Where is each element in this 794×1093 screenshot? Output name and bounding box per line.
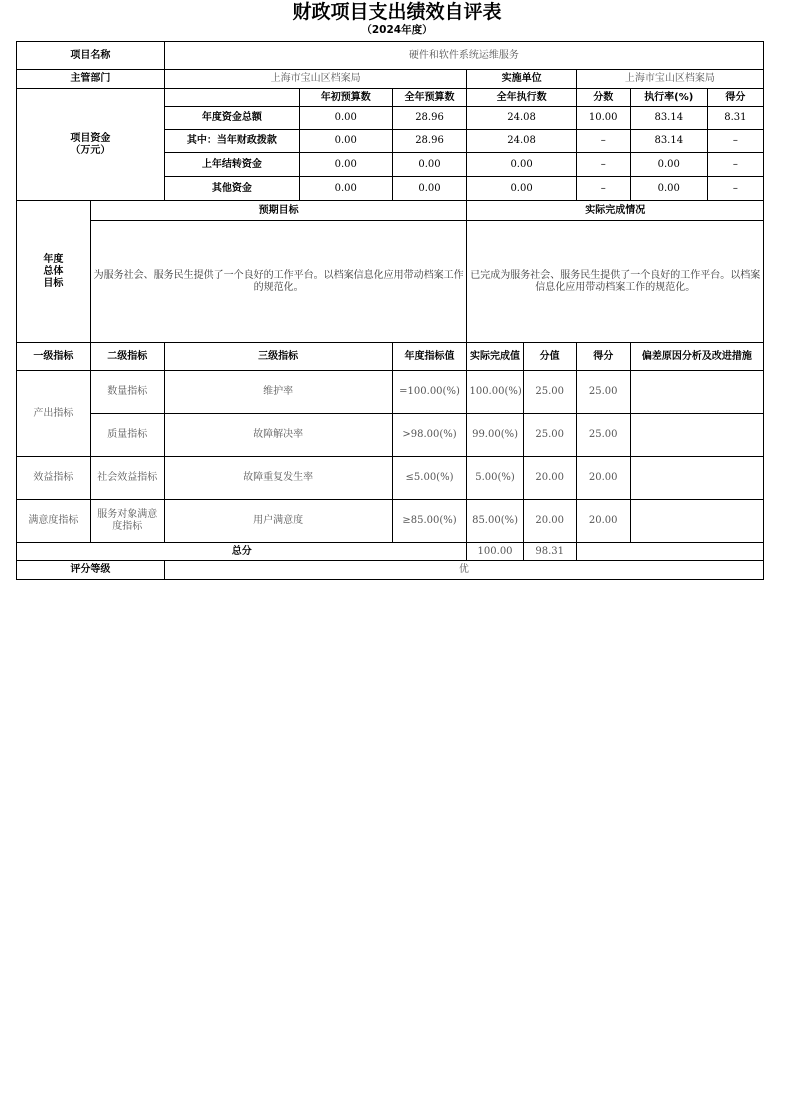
ind-note xyxy=(630,371,763,414)
funds-cell: – xyxy=(707,130,763,153)
funds-header-executed: 全年执行数 xyxy=(467,89,576,107)
funds-row-label: 其他资金 xyxy=(164,177,299,201)
ind-header-level3: 三级指标 xyxy=(164,343,392,371)
funds-cell: 0.00 xyxy=(299,107,392,130)
actual-result-header: 实际完成情况 xyxy=(467,201,764,221)
expected-goal-header: 预期目标 xyxy=(90,201,467,221)
impl-label: 实施单位 xyxy=(467,70,576,89)
ind-score: 25.00 xyxy=(576,414,630,457)
grade-value: 优 xyxy=(164,561,763,580)
ind-note xyxy=(630,414,763,457)
funds-cell: 8.31 xyxy=(707,107,763,130)
total-weight: 100.00 xyxy=(467,543,523,561)
ind-weight: 25.00 xyxy=(523,371,576,414)
funds-cell: 28.96 xyxy=(392,130,467,153)
funds-header-blank xyxy=(164,89,299,107)
project-name-row xyxy=(17,42,764,70)
funds-cell: – xyxy=(707,177,763,201)
indicator-row xyxy=(17,457,764,500)
indicator-row xyxy=(17,414,764,457)
indicator-header-row xyxy=(17,343,764,371)
ind-level3: 用户满意度 xyxy=(164,500,392,543)
ind-target: ≥85.00(%) xyxy=(392,500,467,543)
funds-cell: 83.14 xyxy=(630,107,707,130)
ind-header-note: 偏差原因分析及改进措施 xyxy=(630,343,763,371)
funds-cell: 24.08 xyxy=(467,130,576,153)
goals-header-row xyxy=(17,201,764,221)
funds-cell: 0.00 xyxy=(299,130,392,153)
indicator-row xyxy=(17,500,764,543)
ind-score: 20.00 xyxy=(576,500,630,543)
actual-result-text: 已完成为服务社会、服务民生提供了一个良好的工作平台。以档案信息化应用带动档案工作的规范化。 xyxy=(467,221,764,343)
ind-header-score: 得分 xyxy=(576,343,630,371)
funds-section-label-line1: 项目资金 xyxy=(70,132,111,144)
ind-note xyxy=(630,500,763,543)
funds-section-label xyxy=(17,89,165,201)
funds-cell: 0.00 xyxy=(299,153,392,177)
funds-header-rate: 执行率(%) xyxy=(630,89,707,107)
dept-label: 主管部门 xyxy=(17,70,165,89)
form-title: 财政项目支出绩效自评表 xyxy=(292,1,502,23)
ind-score: 25.00 xyxy=(576,371,630,414)
goals-label-line: 年度 xyxy=(43,253,64,265)
funds-cell: – xyxy=(576,153,630,177)
ind-level2: 质量指标 xyxy=(90,414,164,457)
total-row xyxy=(17,543,764,561)
ind-actual: 5.00(%) xyxy=(467,457,523,500)
grade-row xyxy=(17,561,764,580)
ind-level1: 产出指标 xyxy=(17,371,91,457)
ind-actual: 99.00(%) xyxy=(467,414,523,457)
ind-level3: 故障重复发生率 xyxy=(164,457,392,500)
ind-header-weight: 分值 xyxy=(523,343,576,371)
funds-cell: 0.00 xyxy=(630,153,707,177)
ind-weight: 20.00 xyxy=(523,500,576,543)
goals-label-line: 目标 xyxy=(43,277,64,289)
ind-level2: 服务对象满意度指标 xyxy=(90,500,164,543)
impl-value: 上海市宝山区档案局 xyxy=(576,70,763,89)
funds-header-row xyxy=(17,89,764,107)
goals-content-row xyxy=(17,221,764,343)
form-year: （2024年度） xyxy=(361,24,433,36)
ind-header-level1: 一级指标 xyxy=(17,343,91,371)
total-score: 98.31 xyxy=(523,543,576,561)
ind-target: >98.00(%) xyxy=(392,414,467,457)
funds-cell: 0.00 xyxy=(467,153,576,177)
funds-cell: 0.00 xyxy=(392,153,467,177)
funds-cell: 83.14 xyxy=(630,130,707,153)
funds-header-points: 分数 xyxy=(576,89,630,107)
ind-level3: 故障解决率 xyxy=(164,414,392,457)
ind-actual: 85.00(%) xyxy=(467,500,523,543)
funds-cell: 0.00 xyxy=(299,177,392,201)
project-name-value: 硬件和软件系统运维服务 xyxy=(164,42,763,70)
ind-header-level2: 二级指标 xyxy=(90,343,164,371)
ind-actual: 100.00(%) xyxy=(467,371,523,414)
goals-section-label xyxy=(17,201,91,343)
funds-cell: 0.00 xyxy=(630,177,707,201)
self-evaluation-table xyxy=(16,41,764,580)
ind-target: =100.00(%) xyxy=(392,371,467,414)
funds-cell: 28.96 xyxy=(392,107,467,130)
grade-label: 评分等级 xyxy=(17,561,165,580)
ind-header-actual: 实际完成值 xyxy=(467,343,523,371)
ind-level2: 数量指标 xyxy=(90,371,164,414)
ind-level3: 维护率 xyxy=(164,371,392,414)
ind-score: 20.00 xyxy=(576,457,630,500)
goals-label-line: 总体 xyxy=(43,265,64,277)
ind-target: ≤5.00(%) xyxy=(392,457,467,500)
ind-level2: 社会效益指标 xyxy=(90,457,164,500)
funds-cell: – xyxy=(576,177,630,201)
funds-header-score: 得分 xyxy=(707,89,763,107)
funds-row-label: 其中：当年财政拨款 xyxy=(164,130,299,153)
funds-section-label-line2: （万元） xyxy=(70,144,111,156)
ind-weight: 20.00 xyxy=(523,457,576,500)
ind-note xyxy=(630,457,763,500)
indicator-row xyxy=(17,371,764,414)
ind-weight: 25.00 xyxy=(523,414,576,457)
total-label: 总分 xyxy=(17,543,467,561)
department-row xyxy=(17,70,764,89)
ind-level1: 效益指标 xyxy=(17,457,91,500)
funds-row-label: 上年结转资金 xyxy=(164,153,299,177)
funds-cell: 24.08 xyxy=(467,107,576,130)
funds-header-initial: 年初预算数 xyxy=(299,89,392,107)
funds-row-label: 年度资金总额 xyxy=(164,107,299,130)
project-name-label: 项目名称 xyxy=(17,42,165,70)
funds-cell: 10.00 xyxy=(576,107,630,130)
ind-level1: 满意度指标 xyxy=(17,500,91,543)
funds-cell: – xyxy=(707,153,763,177)
expected-goal-text: 为服务社会、服务民生提供了一个良好的工作平台。以档案信息化应用带动档案工作的规范化。 xyxy=(90,221,467,343)
funds-cell: – xyxy=(576,130,630,153)
dept-value: 上海市宝山区档案局 xyxy=(164,70,467,89)
funds-cell: 0.00 xyxy=(392,177,467,201)
funds-header-annual: 全年预算数 xyxy=(392,89,467,107)
ind-header-target: 年度指标值 xyxy=(392,343,467,371)
funds-cell: 0.00 xyxy=(467,177,576,201)
total-note xyxy=(576,543,763,561)
